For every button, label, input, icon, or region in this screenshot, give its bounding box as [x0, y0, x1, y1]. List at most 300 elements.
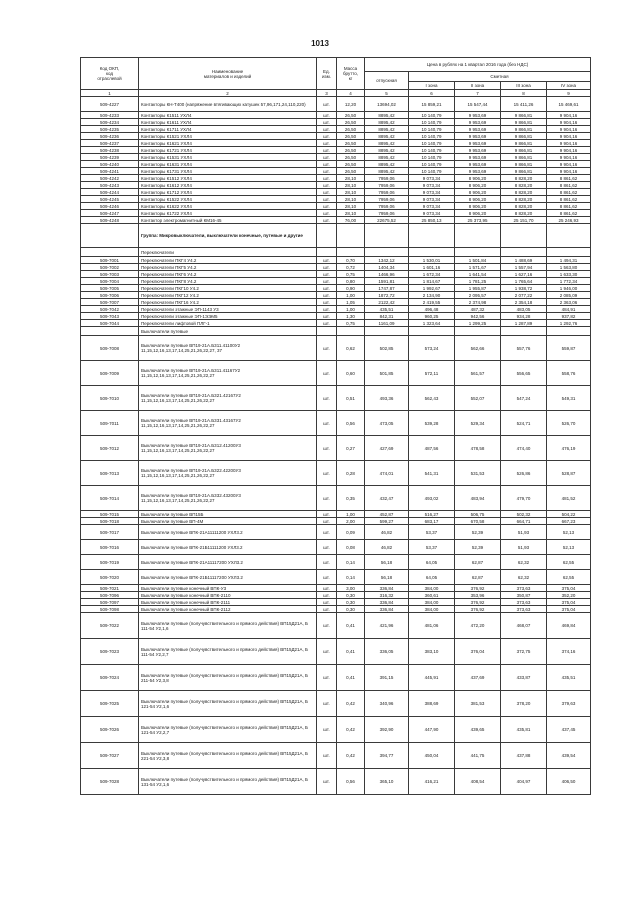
item-unit: шт.: [317, 126, 337, 133]
item-mass: 1,30: [337, 313, 365, 320]
item-mass: 28,10: [337, 189, 365, 196]
item-code: 509-7014: [81, 486, 139, 511]
item-mass: 0,41: [337, 665, 365, 691]
table-row: [81, 540, 591, 555]
item-code: 509-4241: [81, 168, 139, 175]
price-zone-4: 9 904,16: [547, 168, 591, 175]
price-release: 2122,42: [365, 299, 409, 306]
item-unit: шт.: [317, 769, 337, 795]
item-unit: шт.: [317, 175, 337, 182]
price-zone-2: 562,66: [455, 336, 501, 361]
price-zone-1: 516,27: [409, 511, 455, 518]
table-row: [81, 461, 591, 486]
price-release: 427,69: [365, 436, 409, 461]
item-unit: шт.: [317, 203, 337, 210]
price-zone-4: 1 494,31: [547, 257, 591, 264]
item-code: 509-7005: [81, 285, 139, 292]
price-zone-4: 437,45: [547, 717, 591, 743]
item-code: 509-4243: [81, 182, 139, 189]
price-release: 316,32: [365, 592, 409, 599]
price-zone-4: 9 904,16: [547, 154, 591, 161]
item-code: 509-7027: [81, 743, 139, 769]
item-code: 509-7009: [81, 361, 139, 386]
price-zone-4: 8 861,62: [547, 196, 591, 203]
table-row: [81, 585, 591, 592]
price-zone-4: 469,84: [547, 613, 591, 639]
item-code: 509-4233: [81, 112, 139, 119]
price-zone-3: 9 866,81: [501, 140, 547, 147]
price-zone-3: 51,93: [501, 540, 547, 555]
price-release: 391,15: [365, 665, 409, 691]
item-mass: 0,80: [337, 278, 365, 285]
price-zone-2: 8 906,20: [455, 189, 501, 196]
price-zone-1: 9 073,34: [409, 182, 455, 189]
price-zone-1: 450,04: [409, 743, 455, 769]
item-unit: шт.: [317, 525, 337, 540]
price-zone-1: 9 073,34: [409, 196, 455, 203]
price-release: 8895,42: [365, 147, 409, 154]
item-unit: шт.: [317, 665, 337, 691]
price-zone-1: 1 814,67: [409, 278, 455, 285]
item-mass: 28,10: [337, 210, 365, 217]
item-code: 509-4244: [81, 189, 139, 196]
item-unit: шт.: [317, 570, 337, 585]
item-mass: 76,00: [337, 217, 365, 224]
item-code: 509-7018: [81, 518, 139, 525]
col-number-8: 8: [501, 90, 547, 97]
price-release: 394,77: [365, 743, 409, 769]
price-zone-2: 9 953,69: [455, 168, 501, 175]
item-mass: 26,50: [337, 112, 365, 119]
header-mass: Масса брутто, кг: [337, 58, 365, 90]
item-name: Выключатели путевые конечный ВПК-У3: [139, 585, 317, 592]
table-row: [81, 606, 591, 613]
item-code: 509-7026: [81, 717, 139, 743]
item-unit: шт.: [317, 278, 337, 285]
item-name: Контакторы К1712 УХЛ4: [139, 189, 317, 196]
table-row: [81, 361, 591, 386]
item-code: 509-7008: [81, 336, 139, 361]
price-zone-4: 375,04: [547, 606, 591, 613]
price-zone-3: 372,75: [501, 639, 547, 665]
item-name: Контакторы К1612 УХЛ4: [139, 182, 317, 189]
price-zone-2: 9 953,69: [455, 112, 501, 119]
price-zone-3: 9 866,81: [501, 147, 547, 154]
table-row: [81, 203, 591, 210]
price-release: 46,82: [365, 540, 409, 555]
header-estimate: Сметная: [409, 72, 591, 82]
price-zone-4: 9 904,16: [547, 133, 591, 140]
price-zone-3: 51,93: [501, 525, 547, 540]
table-row: [81, 112, 591, 119]
item-code: 509-4238: [81, 147, 139, 154]
section-row: [81, 327, 591, 336]
price-zone-4: 504,22: [547, 511, 591, 518]
price-zone-1: 53,37: [409, 540, 455, 555]
table-row: [81, 196, 591, 203]
table-row: [81, 599, 591, 606]
item-code: 509-7007: [81, 299, 139, 306]
item-mass: 26,50: [337, 154, 365, 161]
price-zone-2: 478,58: [455, 436, 501, 461]
price-table: [80, 57, 591, 795]
item-code: 509-4237: [81, 140, 139, 147]
item-unit: шт.: [317, 743, 337, 769]
item-unit: шт.: [317, 292, 337, 299]
price-zone-1: 496,48: [409, 306, 455, 313]
price-zone-3: 664,71: [501, 518, 547, 525]
price-release: 493,36: [365, 386, 409, 411]
item-code: 509-7003: [81, 271, 139, 278]
item-mass: 0,30: [337, 592, 365, 599]
price-zone-4: 9 904,16: [547, 161, 591, 168]
price-release: 8895,42: [365, 112, 409, 119]
table-row: [81, 555, 591, 570]
price-zone-1: 1 530,01: [409, 257, 455, 264]
price-release: 8895,42: [365, 133, 409, 140]
item-mass: 1,05: [337, 299, 365, 306]
price-zone-4: 549,31: [547, 386, 591, 411]
price-zone-1: 573,24: [409, 336, 455, 361]
header-zone-1: I зона: [409, 82, 455, 90]
item-code: 509-7025: [81, 691, 139, 717]
price-release: 8895,42: [365, 154, 409, 161]
price-zone-1: 10 140,79: [409, 147, 455, 154]
price-zone-4: 1 633,30: [547, 271, 591, 278]
price-zone-2: 439,65: [455, 717, 501, 743]
col-number-3: 3: [317, 90, 337, 97]
price-zone-3: 9 866,81: [501, 126, 547, 133]
price-zone-1: 10 140,79: [409, 161, 455, 168]
item-name: Выключатели путевые (получувствительного и прямого действия) ВП15Д21А, Б 121-54 У2,1,6: [139, 691, 317, 717]
item-name: Контакторы К1622 УХЛ4: [139, 203, 317, 210]
price-zone-1: 10 140,79: [409, 133, 455, 140]
price-zone-4: 375,04: [547, 585, 591, 592]
item-name: Контакторы К1721 УХЛ4: [139, 147, 317, 154]
item-unit: шт.: [317, 386, 337, 411]
item-mass: 26,50: [337, 133, 365, 140]
section-empty-cell: [409, 327, 455, 336]
price-zone-3: 373,63: [501, 606, 547, 613]
price-release: 1161,09: [365, 320, 409, 327]
section-title: Переключатели: [139, 248, 317, 257]
header-release: отпускная: [365, 72, 409, 90]
item-mass: 0,42: [337, 691, 365, 717]
table-row: [81, 769, 591, 795]
item-code: 509-4227: [81, 97, 139, 112]
price-zone-4: 52,13: [547, 540, 591, 555]
table-row: [81, 743, 591, 769]
price-zone-1: 572,11: [409, 361, 455, 386]
table-row: [81, 292, 591, 299]
price-zone-1: 10 140,79: [409, 168, 455, 175]
item-unit: шт.: [317, 599, 337, 606]
price-zone-1: 9 073,34: [409, 210, 455, 217]
item-code: 509-7028: [81, 769, 139, 795]
price-zone-1: 2 419,55: [409, 299, 455, 306]
item-unit: шт.: [317, 264, 337, 271]
item-unit: шт.: [317, 411, 337, 436]
item-mass: 0,72: [337, 264, 365, 271]
item-unit: шт.: [317, 613, 337, 639]
price-release: 1591,81: [365, 278, 409, 285]
col-number-9: 9: [547, 90, 591, 97]
price-zone-1: 416,21: [409, 769, 455, 795]
table-row: [81, 217, 591, 224]
table-row: [81, 161, 591, 168]
price-zone-2: 670,58: [455, 518, 501, 525]
item-mass: 3,00: [337, 585, 365, 592]
item-mass: 0,62: [337, 336, 365, 361]
price-zone-3: 1 627,16: [501, 271, 547, 278]
price-zone-1: 1 323,64: [409, 320, 455, 327]
section-empty-cell: [455, 248, 501, 257]
item-unit: шт.: [317, 147, 337, 154]
item-code: 509-7002: [81, 264, 139, 271]
price-zone-2: 376,92: [455, 599, 501, 606]
price-zone-4: 62,55: [547, 570, 591, 585]
item-code: 509-4236: [81, 133, 139, 140]
item-mass: 26,50: [337, 140, 365, 147]
table-row: [81, 168, 591, 175]
item-name: Контакторы К1531 УХЛ4: [139, 154, 317, 161]
item-mass: 1,00: [337, 306, 365, 313]
price-release: 8895,42: [365, 168, 409, 175]
item-mass: 28,10: [337, 175, 365, 182]
table-row: [81, 592, 591, 599]
price-zone-3: 9 866,81: [501, 168, 547, 175]
section-empty-cell: [409, 248, 455, 257]
item-code: 509-7022: [81, 613, 139, 639]
item-mass: 0,41: [337, 613, 365, 639]
item-name: Выключатели путевые конечный ВПК-2111: [139, 599, 317, 606]
price-zone-1: 1 601,16: [409, 264, 455, 271]
col-number-7: 7: [455, 90, 501, 97]
price-zone-3: 9 866,81: [501, 119, 547, 126]
price-release: 13694,02: [365, 97, 409, 112]
item-code: 509-7001: [81, 257, 139, 264]
price-zone-3: 474,40: [501, 436, 547, 461]
price-zone-2: 52,39: [455, 540, 501, 555]
price-zone-2: 353,96: [455, 592, 501, 599]
price-zone-1: 9 073,34: [409, 203, 455, 210]
table-row: [81, 278, 591, 285]
group-empty-cell: [365, 224, 409, 248]
price-zone-1: 9 073,34: [409, 189, 455, 196]
price-zone-1: 2 134,90: [409, 292, 455, 299]
price-release: 46,82: [365, 525, 409, 540]
price-zone-1: 64,05: [409, 555, 455, 570]
price-zone-2: 1 781,25: [455, 278, 501, 285]
price-zone-2: 441,75: [455, 743, 501, 769]
price-zone-3: 9 866,81: [501, 161, 547, 168]
item-mass: 12,20: [337, 97, 365, 112]
table-row: [81, 133, 591, 140]
item-name: Выключатели путевые ВП19-21А.Б311.41167У2 11,15,12,16,13,17,14,25,21,26,22,27: [139, 361, 317, 386]
price-zone-2: 376,04: [455, 639, 501, 665]
item-code: 509-7013: [81, 461, 139, 486]
price-release: 502,85: [365, 336, 409, 361]
item-mass: 0,56: [337, 411, 365, 436]
price-release: 474,01: [365, 461, 409, 486]
price-zone-4: 375,04: [547, 599, 591, 606]
price-zone-3: 526,86: [501, 461, 547, 486]
price-zone-2: 531,53: [455, 461, 501, 486]
price-zone-1: 360,61: [409, 592, 455, 599]
item-code: 509-7097: [81, 599, 139, 606]
price-zone-1: 541,31: [409, 461, 455, 486]
item-name: Контакторы К1522 УХЛ4: [139, 196, 317, 203]
item-name: Выключатели путевые конечный ВПК-2112: [139, 606, 317, 613]
price-zone-4: 8 861,62: [547, 175, 591, 182]
price-zone-4: 558,76: [547, 361, 591, 386]
price-zone-2: 1 641,54: [455, 271, 501, 278]
price-release: 392,90: [365, 717, 409, 743]
item-unit: шт.: [317, 112, 337, 119]
group-title: Группа: Микровыключатели, выключатели конечные, путевые и другие: [139, 224, 317, 248]
price-zone-4: 1 563,80: [547, 264, 591, 271]
price-release: 842,31: [365, 313, 409, 320]
price-zone-3: 2 077,22: [501, 292, 547, 299]
header-zone-2: II зона: [455, 82, 501, 90]
item-mass: 0,14: [337, 555, 365, 570]
price-release: 473,05: [365, 411, 409, 436]
item-name: Выключатели путевые ВП19-21А.Б322.42200У3 11,15,12,16,13,17,14,25,21,26,22,27: [139, 461, 317, 486]
item-unit: шт.: [317, 299, 337, 306]
item-unit: шт.: [317, 154, 337, 161]
col-number-2: 2: [139, 90, 317, 97]
item-code: 509-7019: [81, 555, 139, 570]
price-zone-3: 1 287,89: [501, 320, 547, 327]
price-zone-2: 483,94: [455, 486, 501, 511]
item-unit: шт.: [317, 436, 337, 461]
item-code: 509-4235: [81, 126, 139, 133]
price-zone-4: 481,52: [547, 486, 591, 511]
table-row: [81, 285, 591, 292]
price-zone-3: 1 938,72: [501, 285, 547, 292]
section-empty-cell: [365, 327, 409, 336]
price-release: 452,87: [365, 511, 409, 518]
item-mass: 0,75: [337, 271, 365, 278]
section-empty-cell: [317, 248, 337, 257]
price-zone-2: 1 501,84: [455, 257, 501, 264]
item-mass: 28,10: [337, 203, 365, 210]
item-code: 509-7012: [81, 436, 139, 461]
table-row: [81, 140, 591, 147]
item-code: 509-7043: [81, 313, 139, 320]
item-mass: 0,30: [337, 599, 365, 606]
price-zone-3: 62,32: [501, 555, 547, 570]
item-mass: 0,28: [337, 461, 365, 486]
section-empty-cell: [455, 327, 501, 336]
table-row: [81, 411, 591, 436]
item-code: 509-4247: [81, 210, 139, 217]
item-unit: шт.: [317, 691, 337, 717]
price-zone-4: 9 904,16: [547, 112, 591, 119]
item-name: Переключатели этажные ЭП-1143 У3: [139, 306, 317, 313]
price-zone-3: 437,88: [501, 743, 547, 769]
price-release: 340,96: [365, 691, 409, 717]
header-price-title: Цена в рублях на 1 квартал 2016 года (без НДС): [365, 58, 591, 72]
group-empty-cell: [501, 224, 547, 248]
price-zone-3: 1 557,94: [501, 264, 547, 271]
item-unit: шт.: [317, 210, 337, 217]
table-row: [81, 511, 591, 518]
header-zone-4: IV зона: [547, 82, 591, 90]
col-number-5: 5: [365, 90, 409, 97]
section-empty-cell: [501, 327, 547, 336]
item-name: Выключатели путевые ВПК-21Б11111200 УХЛ3.2: [139, 540, 317, 555]
table-row: [81, 154, 591, 161]
item-code: 509-4239: [81, 154, 139, 161]
table-row: [81, 257, 591, 264]
table-row: [81, 665, 591, 691]
item-code: 509-7006: [81, 292, 139, 299]
item-code: 509-4245: [81, 196, 139, 203]
item-name: Выключатели путевые ВПК-21А11117200 УХЛ3.2: [139, 555, 317, 570]
item-code: 509-7004: [81, 278, 139, 285]
price-zone-2: 9 953,69: [455, 126, 501, 133]
price-zone-2: 529,34: [455, 411, 501, 436]
item-unit: шт.: [317, 161, 337, 168]
price-zone-1: 384,00: [409, 606, 455, 613]
price-zone-4: 15 469,61: [547, 97, 591, 112]
item-name: Выключатели путевые конечный ВПК-2110: [139, 592, 317, 599]
price-release: 1466,96: [365, 271, 409, 278]
section-empty-cell: [317, 327, 337, 336]
price-zone-4: 526,70: [547, 411, 591, 436]
price-zone-1: 25 850,13: [409, 217, 455, 224]
table-row: [81, 306, 591, 313]
price-release: 599,27: [365, 518, 409, 525]
item-unit: шт.: [317, 189, 337, 196]
section-empty-cell: [501, 248, 547, 257]
item-unit: шт.: [317, 540, 337, 555]
item-code: 509-7042: [81, 306, 139, 313]
section-empty-cell: [337, 327, 365, 336]
price-zone-2: 376,92: [455, 606, 501, 613]
section-code-cell: [81, 248, 139, 257]
item-mass: 0,75: [337, 320, 365, 327]
price-zone-3: 25 151,70: [501, 217, 547, 224]
item-mass: 0,60: [337, 361, 365, 386]
price-zone-4: 435,51: [547, 665, 591, 691]
price-zone-4: 1 292,76: [547, 320, 591, 327]
price-release: 8895,42: [365, 161, 409, 168]
table-row: [81, 175, 591, 182]
price-release: 501,85: [365, 361, 409, 386]
item-unit: шт.: [317, 271, 337, 278]
item-mass: 26,50: [337, 168, 365, 175]
price-zone-2: 408,54: [455, 769, 501, 795]
price-zone-3: 479,70: [501, 486, 547, 511]
price-release: 1747,87: [365, 285, 409, 292]
table-row: [81, 271, 591, 278]
price-zone-2: 376,92: [455, 585, 501, 592]
price-zone-3: 468,07: [501, 613, 547, 639]
item-name: Выключатели путевые ВП19-21А.Б321.42167У2 11,15,12,16,13,17,14,25,21,26,22,27: [139, 386, 317, 411]
item-name: Контакторы К1731 УХЛ4: [139, 168, 317, 175]
price-release: 365,10: [365, 769, 409, 795]
price-zone-2: 9 953,69: [455, 147, 501, 154]
price-zone-4: 8 861,62: [547, 189, 591, 196]
item-name: Контакторы К1512 УХЛ4: [139, 175, 317, 182]
price-zone-4: 528,87: [547, 461, 591, 486]
item-unit: шт.: [317, 518, 337, 525]
item-name: Выключатели путевые (получувствительного и прямого действия) ВП15Д21А, Б 121-54 У2,2,7: [139, 717, 317, 743]
price-zone-2: 9 953,69: [455, 154, 501, 161]
section-empty-cell: [337, 248, 365, 257]
